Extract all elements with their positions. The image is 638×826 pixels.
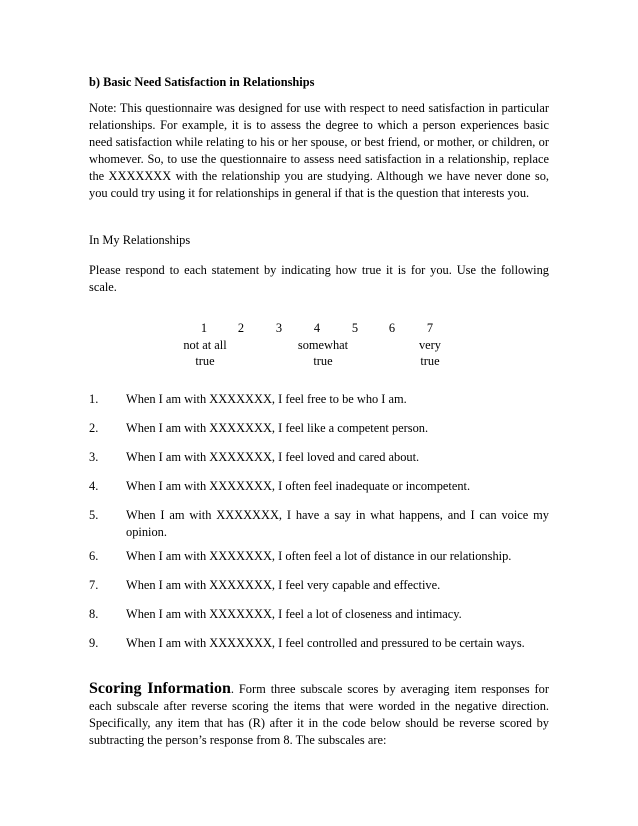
note-paragraph: Note: This questionnaire was designed for use with respect to need satisfaction in particular relationships. For example, it is to assess the degree to which a person experiences basic need satisfaction while relating to his or her spouse, or best friend, or mother, or children, or whomever. So, to use the questionnaire to assess need satisfaction in a relationship, replace the XXXXXXX with the relationship you are studying. Although we have never done so, you could try using it for relationships in general if that is the question that interests you. [89, 101, 549, 200]
scale-number-1: 1 [200, 321, 208, 335]
item-number: 1. [89, 392, 99, 406]
item-text: When I am with XXXXXXX, I often feel a lot of distance in our relationship. [126, 549, 512, 563]
item-number: 5. [89, 508, 99, 522]
scoring-paragraph [89, 680, 549, 749]
item-number: 3. [89, 450, 99, 464]
scale-anchor-low-line2: true [195, 354, 215, 368]
scale-number-2: 2 [237, 321, 245, 335]
scale-anchor-high-line2: true [420, 354, 440, 368]
item-number: 2. [89, 421, 99, 435]
instruction-paragraph: Please respond to each statement by indicating how true it is for you. Use the following scale. [89, 263, 549, 294]
scoring-body: . Form three subscale scores by averaging item responses for each subscale after reverse scoring the items that were worded in the negative direction. Specifically, any item that has (R) after it in the code below should be reverse scored by subtracting the person’s response from 8. The subscales are: [89, 682, 549, 747]
item-text: When I am with XXXXXXX, I feel free to be who I am. [126, 392, 407, 406]
scale-number-5: 5 [351, 321, 359, 335]
scale-number-4: 4 [313, 321, 321, 335]
scale-anchor-high [390, 337, 470, 369]
scoring-title: Scoring Information [89, 680, 231, 697]
scale-anchor-mid-line2: true [313, 354, 333, 368]
item-number: 6. [89, 549, 99, 563]
scale-anchor-low [165, 337, 245, 369]
scale-number-3: 3 [275, 321, 283, 335]
scale-number-6: 6 [388, 321, 396, 335]
scale-anchor-high-line1: very [418, 338, 442, 352]
scale-anchor-low-line1: not at all [183, 338, 227, 352]
item-text: When I am with XXXXXXX, I feel like a competent person. [126, 421, 429, 435]
item-text: When I am with XXXXXXX, I feel a lot of closeness and intimacy. [126, 607, 462, 621]
scale-anchor-mid-line1: somewhat [297, 338, 349, 352]
scale-anchor-mid [283, 337, 363, 369]
item-text: When I am with XXXXXXX, I feel loved and cared about. [126, 450, 420, 464]
item-number: 8. [89, 607, 99, 621]
item-text: When I am with XXXXXXX, I feel very capable and effective. [126, 578, 441, 592]
scale-number-7: 7 [426, 321, 434, 335]
item-number: 4. [89, 479, 99, 493]
item-text: When I am with XXXXXXX, I have a say in what happens, and I can voice my opinion. [126, 508, 549, 539]
item-number: 7. [89, 578, 99, 592]
section-heading: b) Basic Need Satisfaction in Relationships [89, 75, 315, 89]
item-number: 9. [89, 636, 99, 650]
item-text: When I am with XXXXXXX, I often feel inadequate or incompetent. [126, 479, 471, 493]
section-subtitle: In My Relationships [89, 233, 191, 247]
item-text: When I am with XXXXXXX, I feel controlled and pressured to be certain ways. [126, 636, 525, 650]
